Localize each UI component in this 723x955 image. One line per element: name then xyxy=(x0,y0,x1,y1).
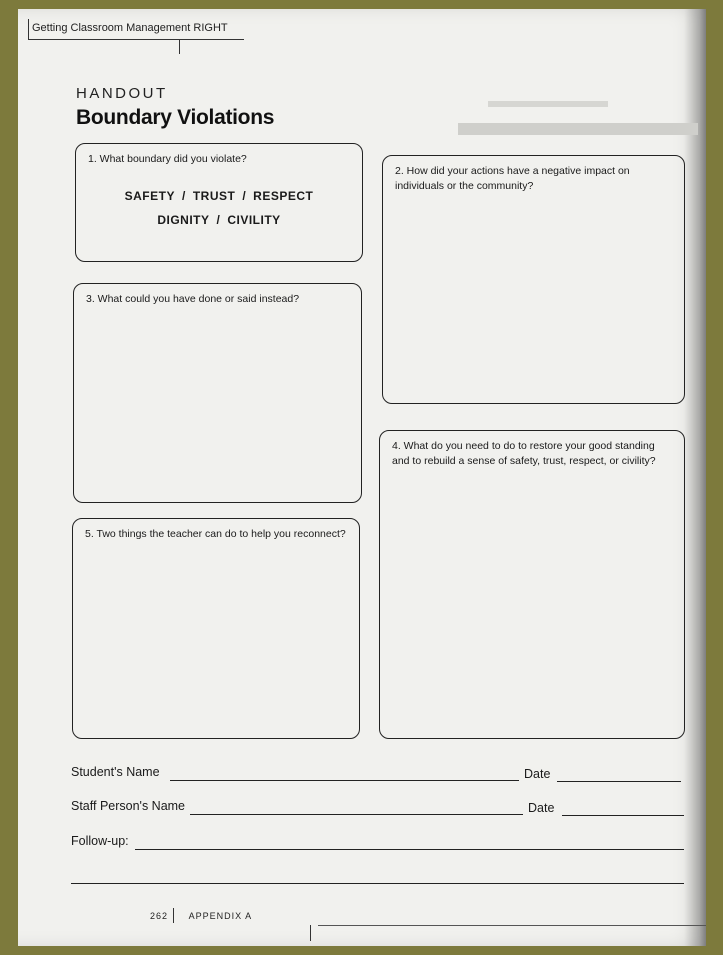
followup-field-line-2[interactable] xyxy=(71,883,684,884)
footer-tick xyxy=(310,925,311,941)
choices-row-1 xyxy=(88,184,350,208)
student-date-field[interactable] xyxy=(557,781,681,782)
choice-dignity[interactable]: DIGNITY xyxy=(157,213,210,227)
student-date-label: Date xyxy=(524,767,551,781)
question-4-prompt: 4. What do you need to do to restore your good standing and to rebuild a sense of safety, trust, respect, or civility? xyxy=(392,440,656,467)
question-box-2[interactable] xyxy=(382,155,685,404)
running-header: Getting Classroom Management RIGHT xyxy=(32,22,228,34)
question-box-1[interactable] xyxy=(75,143,363,262)
page-title: Boundary Violations xyxy=(76,106,275,129)
appendix-label: APPENDIX A xyxy=(188,911,253,921)
question-box-3[interactable] xyxy=(73,283,362,503)
choice-separator: / xyxy=(216,213,221,227)
followup-field-line-1[interactable] xyxy=(135,849,684,850)
student-name-field[interactable] xyxy=(170,780,519,781)
choice-respect[interactable]: RESPECT xyxy=(253,189,314,203)
choice-trust[interactable]: TRUST xyxy=(192,189,236,203)
header-tick xyxy=(179,39,180,54)
choice-separator: / xyxy=(181,189,186,203)
header-rule-vertical xyxy=(28,19,29,40)
choice-civility[interactable]: CIVILITY xyxy=(227,213,281,227)
document-page xyxy=(18,9,706,946)
page-footer xyxy=(150,911,252,921)
followup-label: Follow-up: xyxy=(71,834,129,848)
question-1-prompt: 1. What boundary did you violate? xyxy=(88,153,247,165)
question-3-prompt: 3. What could you have done or said instead? xyxy=(86,293,300,305)
staff-date-field[interactable] xyxy=(562,815,684,816)
show-through-bleed xyxy=(458,93,698,143)
question-5-prompt: 5. Two things the teacher can do to help you reconnect? xyxy=(85,528,346,540)
page-number: 262 xyxy=(150,911,169,921)
student-name-label: Student's Name xyxy=(71,765,160,779)
footer-rule-vertical xyxy=(173,908,174,923)
boundary-choices xyxy=(88,184,350,232)
choice-separator: / xyxy=(242,189,247,203)
question-2-prompt: 2. How did your actions have a negative impact on individuals or the community? xyxy=(395,165,630,192)
handout-label: HANDOUT xyxy=(76,85,168,102)
question-box-4[interactable] xyxy=(379,430,685,739)
footer-rule xyxy=(318,925,706,926)
staff-name-field[interactable] xyxy=(190,814,523,815)
choice-safety[interactable]: SAFETY xyxy=(124,189,175,203)
staff-date-label: Date xyxy=(528,801,555,815)
header-rule xyxy=(28,39,244,40)
staff-name-label: Staff Person's Name xyxy=(71,799,186,813)
book-spine-shadow xyxy=(684,9,706,946)
choices-row-2 xyxy=(88,208,350,232)
question-box-5[interactable] xyxy=(72,518,360,739)
